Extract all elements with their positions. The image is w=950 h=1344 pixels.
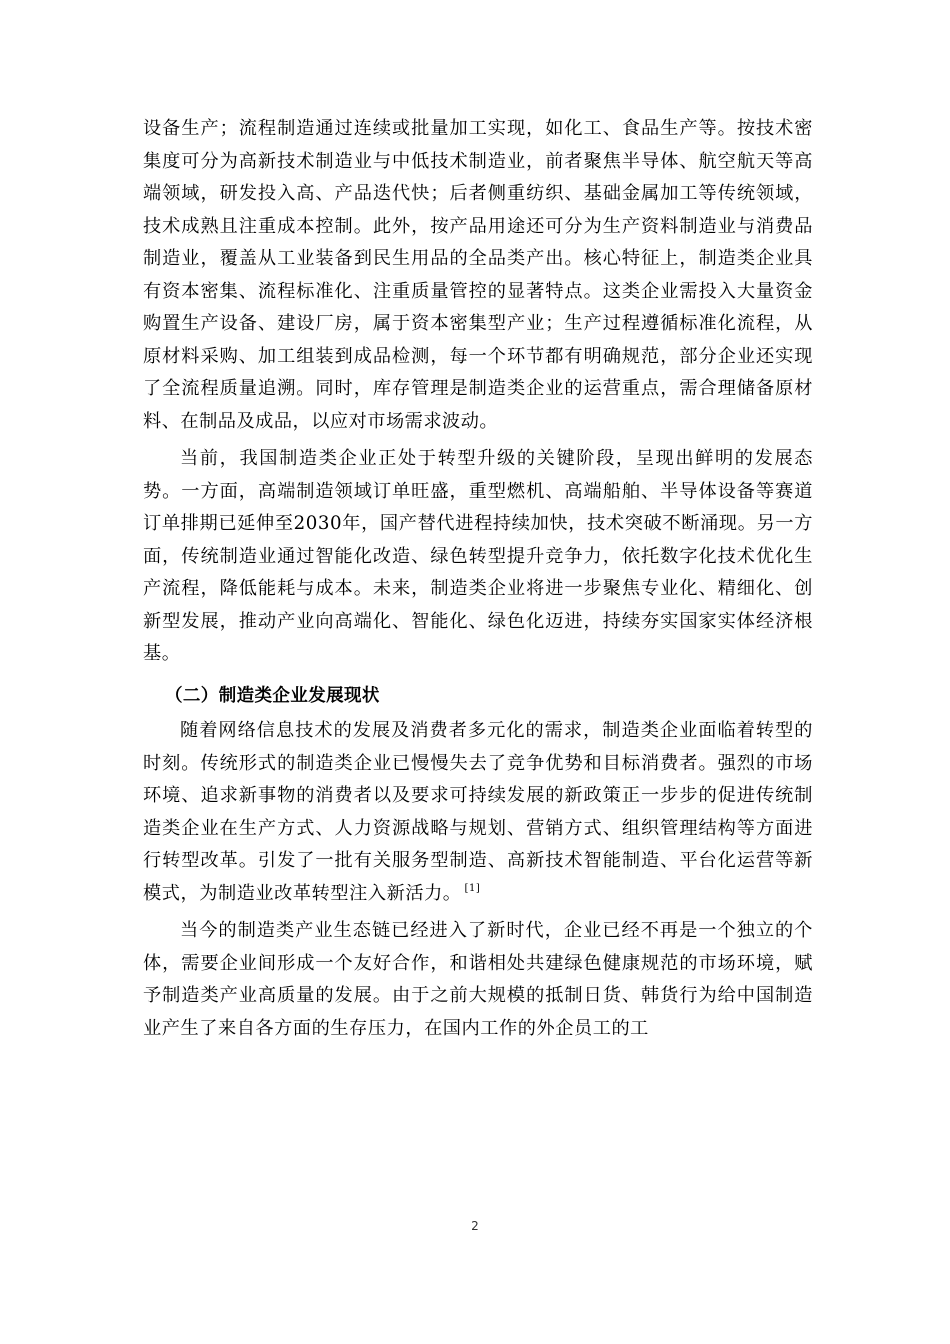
citation-marker[interactable]: [1] — [464, 883, 481, 895]
paragraph-current-trends: 当前，我国制造类企业正处于转型升级的关键阶段，呈现出鲜明的发展态势。一方面，高端制造领域订单旺盛，重型燃机、高端船舶、半导体设备等赛道订单排期已延伸至2030年，国产替代进程持续加快，技术突破不断涌现。另一方面，传统制造业通过智能化改造、绿色转型提升竞争力，依托数字化技术优化生产流程，降低能耗与成本。未来，制造类企业将进一步聚焦专业化、精细化、创新型发展，推动产业向高端化、智能化、绿色化迈进，持续夯实国家实体经济根基。 — [143, 448, 813, 664]
page-body — [143, 113, 813, 1045]
paragraph-industry-ecosystem: 当今的制造类产业生态链已经进入了新时代，企业已经不再是一个独立的个体，需要企业间形成一个友好合作，和谐相处共建绿色健康规范的市场环境，赋予制造类产业高质量的发展。由于之前大规模的抵制日货、韩货行为给中国制造业产生了来自各方面的生存压力，在国内工作的外企员工的工 — [143, 920, 813, 1039]
paragraph-development-status — [143, 715, 813, 910]
paragraph-development-status-text: 随着网络信息技术的发展及消费者多元化的需求，制造类企业面临着转型的时刻。传统形式的制造类企业已慢慢失去了竞争优势和目标消费者。强烈的市场环境、追求新事物的消费者以及要求可持续发展的新政策正一步步的促进传统制造类企业在生产方式、人力资源战略与规划、营销方式、组织管理结构等方面进行转型改革。引发了一批有关服务型制造、高新技术智能制造、平台化运营等新模式，为制造业改革转型注入新活力。 — [143, 720, 813, 904]
section-heading: （二）制造类企业发展现状 — [165, 685, 380, 706]
paragraph-manufacturing-classification: 设备生产；流程制造通过连续或批量加工实现，如化工、食品生产等。按技术密集度可分为高新技术制造业与中低技术制造业，前者聚焦半导体、航空航天等高端领域，研发投入高、产品迭代快；后者侧重纺织、基础金属加工等传统领域，技术成熟且注重成本控制。此外，按产品用途还可分为生产资料制造业与消费品制造业，覆盖从工业装备到民生用品的全品类产出。核心特征上，制造类企业具有资本密集、流程标准化、注重质量管控的显著特点。这类企业需投入大量资金购置生产设备、建设厂房，属于资本密集型产业；生产过程遵循标准化流程，从原材料采购、加工组装到成品检测，每一个环节都有明确规范，部分企业还实现了全流程质量追溯。同时，库存管理是制造类企业的运营重点，需合理储备原材料、在制品及成品，以应对市场需求波动。 — [143, 118, 813, 432]
page-number: 2 — [471, 1219, 479, 1233]
